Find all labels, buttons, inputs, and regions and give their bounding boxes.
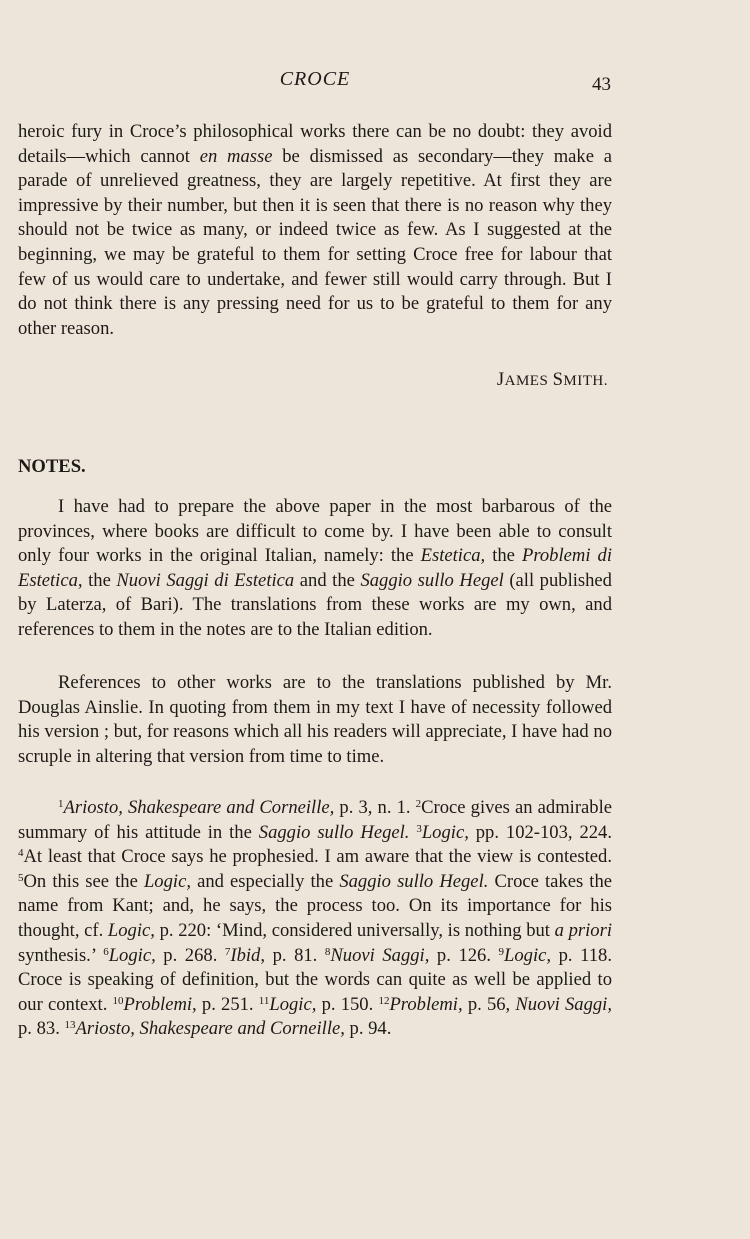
italic-text: Nuovi Saggi di Estetica <box>116 569 295 591</box>
text-run: Croce takes the name from Kant; and, he says, the process too. On its importance for his thought, cf. <box>18 870 613 941</box>
text-run: p. 56, <box>462 993 516 1015</box>
text-run: On this see the <box>23 870 144 892</box>
text-run: p. 220: ‘Mind, considered universally, is nothing but <box>154 919 555 941</box>
italic-text: Problemi di Estetica, <box>18 545 612 591</box>
text-run: heroic fury in Croce’s philosophical works there can be no doubt: they avoid details—which cannot <box>18 121 612 167</box>
text-run: p. 83. <box>18 1018 65 1040</box>
text-run: p. 268. <box>155 944 225 966</box>
italic-text: Problemi, <box>389 993 463 1015</box>
page-number: 43 <box>592 74 611 95</box>
text-run: Croce gives an admirable summary of his attitude in the <box>18 797 613 843</box>
italic-text: Logic, <box>143 870 191 892</box>
notes-heading: NOTES. <box>18 456 86 477</box>
italic-text: Saggio sullo Hegel <box>360 569 504 591</box>
footnote-marker: 3 <box>416 822 422 835</box>
italic-text: Estetica, <box>420 545 486 567</box>
footnote-marker: 9 <box>498 945 505 958</box>
text-run: p. 251. <box>196 993 259 1015</box>
italic-text: Saggio sullo Hegel. <box>258 821 410 843</box>
text-run: p. 3, n. 1. <box>334 797 416 818</box>
italic-text: Logic, <box>108 944 156 966</box>
italic-text: Logic, <box>421 821 469 843</box>
italic-text: Logic, <box>504 944 552 966</box>
footnote-marker: 12 <box>378 994 390 1007</box>
italic-text: Ibid, <box>230 944 266 966</box>
text-run: p. 118. Croce is speaking of definition, but the words can quite as well be applied to our context. <box>18 944 612 1015</box>
italic-text: Problemi, <box>123 993 197 1015</box>
notes-paragraph <box>18 671 612 769</box>
text-run: synthesis.’ <box>18 944 104 966</box>
signature-last-initial: S <box>552 369 564 390</box>
footnote-marker: 2 <box>415 798 422 810</box>
signature-last-rest: MITH. <box>563 373 608 389</box>
text-run: and the <box>294 569 361 591</box>
italic-text: Nuovi Saggi, <box>330 944 430 966</box>
italic-text: Logic, <box>269 993 317 1015</box>
text-run: I have had to prepare the above paper in the most barbarous of the provinces, where books are difficult to come by. I have been able to consult only four works in the original Italian, namely: the <box>18 496 612 567</box>
author-signature <box>18 369 608 391</box>
italic-text: Logic, <box>107 919 155 941</box>
signature-first-initial: J <box>496 369 505 390</box>
body-paragraph <box>18 120 612 341</box>
italic-text: en masse <box>199 145 273 167</box>
footnote-marker: 5 <box>18 871 24 884</box>
footnote-marker: 8 <box>324 945 331 958</box>
text-run: p. 150. <box>316 993 379 1015</box>
italic-text: Saggio sullo Hegel. <box>339 870 489 892</box>
footnote-marker: 13 <box>64 1019 76 1032</box>
footnote-marker: 10 <box>112 994 124 1007</box>
footnote-marker: 6 <box>103 945 109 958</box>
footnote-marker: 4 <box>18 847 24 860</box>
footnote-marker: 1 <box>58 798 64 810</box>
footnote-marker: 11 <box>258 994 270 1007</box>
text-run: p. 81. <box>265 944 325 966</box>
text-run: References to other works are to the translations published by Mr. Douglas Ainslie. In quoting from them in my text I have of necessity followed his version ; but, for reasons which all his readers will appreciate, I have had no scruple in altering that version from time to time. <box>18 672 612 767</box>
footnote-marker: 7 <box>224 945 231 958</box>
text-run: pp. 102-103, 224. <box>468 821 612 843</box>
notes-paragraph <box>18 495 612 643</box>
italic-text: Ariosto, Shakespeare and Corneille, <box>75 1018 345 1040</box>
text-run: p. 94. <box>344 1018 392 1040</box>
signature-first-rest: AMES <box>504 373 549 389</box>
text-run: At least that Croce says he prophesied. I am aware that the view is contested. <box>23 846 612 868</box>
running-title: CROCE <box>279 68 351 90</box>
italic-text: Nuovi Saggi, <box>515 993 612 1015</box>
text-run: (all published by Laterza, of Bari). The translations from these works are my own, and references to them in the notes are to the Italian edition. <box>18 569 612 640</box>
text-run: the <box>485 545 522 567</box>
text-run: and especially the <box>190 870 340 892</box>
italic-text: Ariosto, Shakespeare and Corneille, <box>63 797 335 818</box>
footnotes-block <box>18 796 612 1042</box>
text-run: be dismissed as secondary—they make a parade of unrelieved greatness, they are largely repetitive. At first they are impressive by their number, but then it is seen that there is no reason why they should not be twice as many, or indeed twice as few. As I suggested at the beginning, we may be grateful to them for setting Croce free for labour that few of us would care to undertake, and fewer still would carry through. But I do not think there is any pressing need for us to be grateful to them for any other reason. <box>18 145 612 339</box>
text-run: p. 126. <box>429 944 499 966</box>
italic-text: a priori <box>554 919 613 941</box>
text-run: the <box>82 569 117 591</box>
